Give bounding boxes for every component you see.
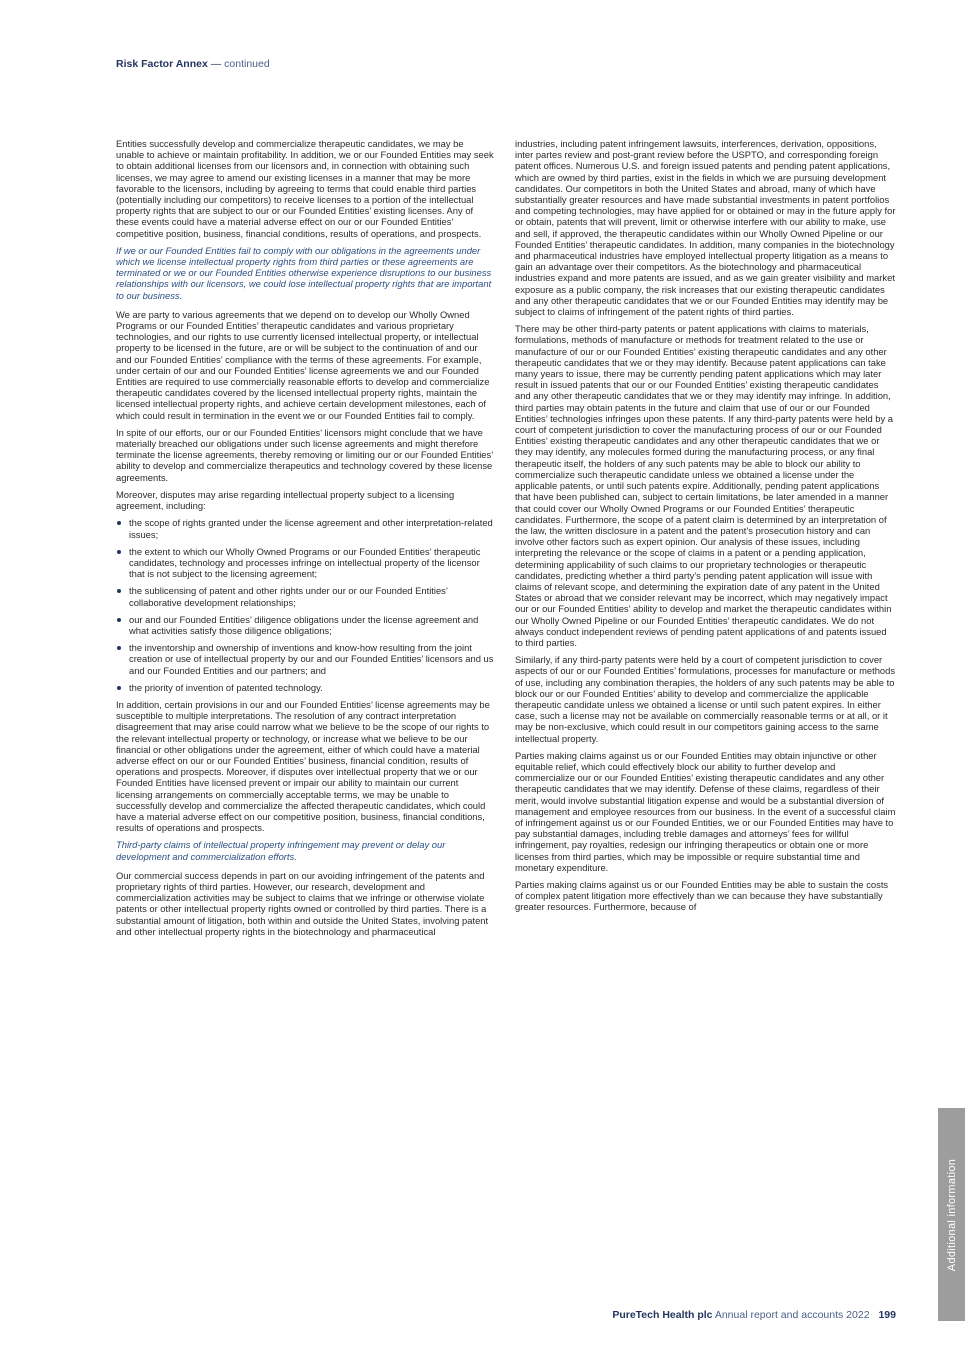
bullet-item: our and our Founded Entities’ diligence obligations under the license agreement and what activities satisfy those diligence obligations; [116, 614, 494, 636]
left-column [116, 138, 494, 943]
risk-heading: If we or our Founded Entities fail to comply with our obligations in the agreements under which we license intellectual property rights from third parties or these agreements are terminated or we or our Founded Entities otherwise experience disruptions to our business relationships with our licensors, we could lose intellectual property rights that are important to our business. [116, 244, 492, 301]
page-number: 199 [878, 1309, 896, 1321]
body-paragraph: In spite of our efforts, our or our Founded Entities’ licensors might conclude that we have materially breached our obligations under such license agreements and might therefore terminate the license agreements, thereby removing or limiting our or our Founded Entities’ ability to develop and commercialize therapeutics and technology covered by these license agreements. [116, 426, 493, 483]
body-paragraph: We are party to various agreements that we depend on to develop our Wholly Owned Programs or our Founded Entities’ therapeutic candidates and various proprietary technologies, and our rights to use currently licensed intellectual property, or intellectual property to be licensed in the future, are or will be subject to the continuation of and our and our Founded Entities’ compliance with the terms of these agreements. For example, under certain of our and our Founded Entities’ license agreements we and our Founded Entities are required to use commercially reasonable efforts to develop and commercialize therapeutic candidates covered by the licensed intellectual property rights, maintain the licensed intellectual property rights, and achieve certain development milestones, each of which could result in termination in the event we or our Founded Entities fail to comply. [116, 308, 490, 421]
body-paragraph: There may be other third-party patents or patent applications with claims to materials, formulations, methods of manufacture or methods for treatment related to the use or manufacture of our or our Founded Entities’ existing therapeutic candidates and any other therapeutic candidates that we or they may identify. Because patent applications can take many years to issue, there may be currently pending patent applications which may later result in issued patents that our or our Founded Entities’ existing therapeutic candidates and any other therapeutic candidates that we or they may identify may infringe. In addition, third parties may obtain patents in the future and claim that use of our or our Founded Entities’ technologies infringes upon these patents. If any third-party patents were held by a court of competent jurisdiction to cover the manufacturing process of our or our Founded Entities’ existing therapeutic candidates and any other therapeutic candidates that we or they may identify, any molecules formed during the manufacturing process, or any final therapeutic itself, the holders of any such patents may be able to block our ability to commercialize such therapeutic candidate unless we obtained a license under the applicable patents, or until such patents expire. Additionally, pending patent applications that have been published can, subject to certain limitations, be later amended in a manner that could cover our Wholly Owned Programs or our Founded Entities’ therapeutic candidates. Furthermore, the scope of a patent claim is determined by an interpretation of the law, the written disclosure in a patent and the patent’s prosecution history and can involve other factors such as expert opinion. Our analysis of these issues, including interpreting the relevance or the scope of claims in a patent or a pending application, determining applicability of such claims to our proprietary technologies or therapeutic candidates, predicting whether a third party’s pending patent application will issue with claims of relevant scope, and determining the expiration date of any patent in the United States or abroad that we consider relevant may be incorrect, which may negatively impact our or our Founded Entities’ ability to develop and market the therapeutic candidates within our Wholly Owned Pipeline or our Founded Entities’ therapeutic candidates. We do not always conduct independent reviews of pending patent applications of and patents issued to third parties. [515, 323, 894, 648]
bullet-item: the inventorship and ownership of inventions and know-how resulting from the joint creation or use of intellectual property by our and our Founded Entities’ licensors and us and our Founded Entities and our partners; and [116, 642, 494, 676]
body-paragraph: Entities successfully develop and commercialize therapeutic candidates, we may be unable to achieve or maintain profitability. In addition, we or our Founded Entities may seek to obtain additional licenses from our licensors and, in connection with obtaining such licenses, we may agree to amend our existing licenses in a manner that may be more favorable to the licensors, including by agreeing to terms that could enable third parties (potentially including our competitors) to receive licenses to a portion of the intellectual property rights that are subject to our or our Founded Entities’ existing licenses. Any of these events could have a material adverse effect on our or our Founded Entities’ competitive position, business, financial conditions, results of operations, and prospects. [116, 138, 494, 239]
risk-heading: Third-party claims of intellectual property infringement may prevent or delay our development and commercialization efforts. [116, 839, 446, 862]
body-paragraph: Parties making claims against us or our Founded Entities may obtain injunctive or other equitable relief, which could effectively block our ability to further develop and commercialize our or our Founded Entities’ existing therapeutic candidates and any other therapeutic candidates that we may identify. Defense of these claims, regardless of their merit, would involve substantial litigation expense and would be a substantial diversion of management and employee resources from our business. In the event of a successful claim of infringement against us or our Founded Entities, we or our Founded Entities may have to pay substantial damages, including treble damages and attorneys’ fees for willful infringement, pay royalties, redesign our infringing therapeutics or obtain one or more licenses from third parties, which may be impossible or require substantial time and monetary expenditure. [515, 749, 896, 873]
body-paragraph: Parties making claims against us or our Founded Entities may be able to sustain the costs of complex patent litigation more effectively than we can because they have substantially greater resources. Furthermore, because of [515, 879, 889, 913]
header-separator: — [207, 58, 225, 70]
continued-label: continued [224, 58, 270, 70]
page-footer [612, 1309, 896, 1321]
body-paragraph: Similarly, if any third-party patents were held by a court of competent jurisdiction to cover aspects of our or our Founded Entities’ formulations, processes for manufacture or methods of use, including any combination therapies, the holders of any such patents may be able to block our or our Founded Entities’ ability to develop and commercialize the applicable therapeutic candidate unless we obtained a license or until such patent expires. In either case, such a license may not be available on commercially reasonable terms or at all, or it may be non-exclusive, which could result in our competitors gaining access to the same intellectual property. [515, 654, 896, 744]
bullet-item: the priority of invention of patented technology. [116, 682, 494, 693]
page-header [116, 58, 270, 70]
bullet-item: the sublicensing of patent and other rights under our or our Founded Entities’ collaborative development relationships; [116, 585, 494, 607]
right-column [515, 138, 896, 919]
report-title: Annual report and accounts 2022 [714, 1309, 870, 1321]
body-paragraph: Our commercial success depends in part on our avoiding infringement of the patents and proprietary rights of third parties. However, our research, development and commercialization activities may be subject to claims that we infringe or otherwise violate patents or other intellectual property rights owned or controlled by third parties. There is a substantial amount of litigation, both within and outside the United States, involving patent and other intellectual property rights in the biotechnology and pharmaceutical [116, 869, 489, 937]
section-title: Risk Factor Annex [116, 58, 208, 70]
section-side-tab [938, 1108, 965, 1321]
body-paragraph: Moreover, disputes may arise regarding intellectual property subject to a licensing agreement, including: [116, 488, 455, 512]
company-name: PureTech Health plc [612, 1309, 713, 1321]
body-paragraph: industries, including patent infringement lawsuits, interferences, derivation, oppositions, inter partes review and post-grant review before the USPTO, and corresponding foreign patent offices. Numerous U.S. and foreign issued patents and pending patent applications, which are owned by third parties, exist in the fields in which we are pursuing development candidates. Our competitors in both the United States and abroad, many of which have substantially greater resources and have made substantial investments in patent portfolios and competing technologies, may have applied for or obtained or may in the future apply for or obtain, patents that will prevent, limit or otherwise interfere with our ability to make, use and sell, if approved, the therapeutic candidates within our Wholly Owned Pipeline or our Founded Entities’ therapeutic candidates. In addition, many companies in the biotechnology and pharmaceutical industries have employed intellectual property litigation as a means to gain an advantage over their competitors. As the biotechnology and pharmaceutical industries expand and more patents are issued, and as we gain greater visibility and market exposure as a public company, the risk increases that our existing therapeutic candidates and any other therapeutic candidates that we or our Founded Entities may identify may be subject to claims of infringement of the patent rights of third parties. [515, 138, 896, 318]
side-tab-label: Additional information [945, 1158, 958, 1271]
bullet-item: the scope of rights granted under the license agreement and other interpretation-related issues; [116, 517, 494, 539]
bullet-item: the extent to which our Wholly Owned Programs or our Founded Entities’ therapeutic candidates, technology and processes infringe on intellectual property of the licensor that is not subject to the licensing agreement; [116, 546, 494, 580]
body-paragraph: In addition, certain provisions in our and our Founded Entities’ license agreements may be susceptible to multiple interpretations. The resolution of any contract interpretation disagreement that may arise could narrow what we believe to be the scope of our rights to the relevant intellectual property or technology, or increase what we believe to be our financial or other obligations under the agreement, either of which could have a material adverse effect on our or our Founded Entities’ business, financial condition, results of operations and prospects. Moreover, if disputes over intellectual property that we or our Founded Entities have licensed prevent or impair our ability to maintain our current licensing arrangements on commercially acceptable terms, we may be unable to successfully develop and commercialize the affected therapeutic candidates, which could have a material adverse effect on our competitive position, business, financial conditions, results of operations and prospects. [116, 698, 490, 834]
bullet-list [116, 517, 494, 693]
